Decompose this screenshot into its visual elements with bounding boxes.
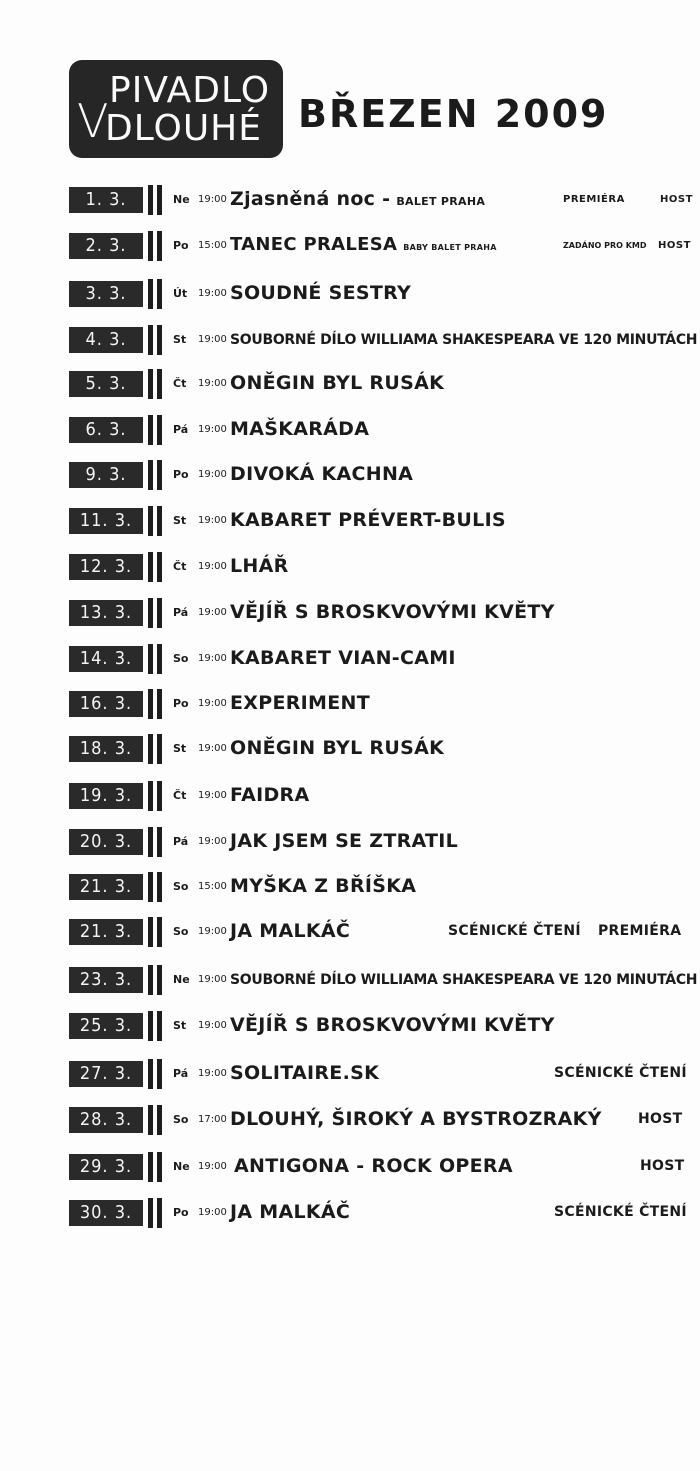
- divider-bars: [147, 827, 165, 857]
- event-day: Po: [173, 1206, 189, 1219]
- event-date: 23. 3.: [69, 967, 143, 993]
- event-row: [69, 646, 694, 672]
- event-date: 12. 3.: [69, 554, 143, 580]
- event-time: 19:00: [198, 653, 227, 664]
- event-row: [69, 919, 694, 945]
- event-day: Pá: [173, 423, 189, 436]
- event-title: SOLITAIRE.SK: [230, 1062, 380, 1084]
- event-date: 19. 3.: [69, 783, 143, 809]
- event-title: JA MALKÁČ: [230, 920, 351, 942]
- event-tag: SCÉNICKÉ ČTENÍ: [448, 923, 581, 939]
- divider-bars: [147, 1105, 165, 1135]
- event-date: 2. 3.: [69, 233, 143, 259]
- event-time: 19:00: [198, 607, 227, 618]
- event-time: 19:00: [198, 974, 227, 985]
- event-date: 16. 3.: [69, 691, 143, 717]
- divider-bars: [147, 279, 165, 309]
- event-title: MAŠKARÁDA: [230, 418, 370, 440]
- event-tag: HOST: [638, 1111, 683, 1127]
- event-row: [69, 967, 698, 993]
- event-time: 19:00: [198, 424, 227, 435]
- event-row: [69, 371, 694, 397]
- event-day: Ne: [173, 973, 190, 986]
- divider-bars: [147, 231, 165, 261]
- event-title-text: TANEC PRALESA: [230, 234, 398, 255]
- event-title: MYŠKA Z BŘÍŠKA: [230, 875, 417, 897]
- event-time: 19:00: [198, 334, 227, 345]
- event-row: [69, 508, 694, 534]
- divider-bars: [147, 598, 165, 628]
- event-title: ONĚGIN BYL RUSÁK: [230, 372, 445, 394]
- event-title: DIVOKÁ KACHNA: [230, 463, 414, 485]
- logo-mark: V: [77, 94, 109, 148]
- divider-bars: [147, 415, 165, 445]
- event-date: 13. 3.: [69, 600, 143, 626]
- event-row: [69, 187, 694, 213]
- event-day: Čt: [173, 789, 187, 802]
- event-day: So: [173, 925, 189, 938]
- event-day: St: [173, 1019, 187, 1032]
- divider-bars: [147, 872, 165, 902]
- event-time: 19:00: [198, 836, 227, 847]
- event-day: Pá: [173, 606, 189, 619]
- event-day: Ne: [173, 1160, 190, 1173]
- divider-bars: [147, 1152, 165, 1182]
- event-tag: PREMIÉRA: [598, 923, 682, 939]
- theatre-logo: [69, 60, 283, 158]
- event-row: [69, 233, 694, 259]
- event-title: [230, 234, 497, 255]
- event-time: 19:00: [198, 515, 227, 526]
- event-row: [69, 1107, 694, 1133]
- event-title: DLOUHÝ, ŠIROKÝ A BYSTROZRAKÝ: [230, 1108, 602, 1130]
- divider-bars: [147, 734, 165, 764]
- event-title: JAK JSEM SE ZTRATIL: [230, 830, 459, 852]
- event-tag: SCÉNICKÉ ČTENÍ: [554, 1204, 687, 1220]
- event-tag: PREMIÉRA: [563, 194, 625, 205]
- event-row: [69, 829, 694, 855]
- event-row: [69, 1154, 694, 1180]
- event-day: Pá: [173, 1067, 189, 1080]
- divider-bars: [147, 1059, 165, 1089]
- divider-bars: [147, 965, 165, 995]
- divider-bars: [147, 1198, 165, 1228]
- divider-bars: [147, 460, 165, 490]
- event-title: SOUBORNÉ DÍLO WILLIAMA SHAKESPEARA VE 120 MINUTÁCH: [230, 332, 698, 348]
- event-date: 14. 3.: [69, 646, 143, 672]
- event-time: 19:00: [198, 1161, 227, 1172]
- event-row: [69, 281, 694, 307]
- event-date: 20. 3.: [69, 829, 143, 855]
- month-title: BŘEZEN 2009: [298, 92, 609, 136]
- event-time: 17:00: [198, 1114, 227, 1125]
- event-date: 1. 3.: [69, 187, 143, 213]
- event-day: Út: [173, 287, 188, 300]
- divider-bars: [147, 917, 165, 947]
- divider-bars: [147, 185, 165, 215]
- event-date: 25. 3.: [69, 1013, 143, 1039]
- event-row: [69, 554, 694, 580]
- divider-bars: [147, 781, 165, 811]
- event-day: So: [173, 652, 189, 665]
- event-tag: HOST: [660, 194, 693, 205]
- event-row: [69, 600, 694, 626]
- event-title: KABARET VIAN-CAMI: [230, 647, 456, 669]
- event-time: 19:00: [198, 790, 227, 801]
- event-row: [69, 327, 698, 353]
- event-time: 19:00: [198, 1207, 227, 1218]
- event-day: So: [173, 880, 189, 893]
- event-row: [69, 1061, 694, 1087]
- event-date: 5. 3.: [69, 371, 143, 397]
- event-date: 11. 3.: [69, 508, 143, 534]
- event-time: 19:00: [198, 288, 227, 299]
- event-date: 27. 3.: [69, 1061, 143, 1087]
- event-day: Ne: [173, 193, 190, 206]
- logo-line-2: DLOUHÉ: [105, 108, 262, 149]
- divider-bars: [147, 1011, 165, 1041]
- logo-line-1: PIVADLO: [109, 70, 271, 111]
- event-time: 19:00: [198, 1020, 227, 1031]
- event-company: BALET PRAHA: [396, 195, 486, 208]
- divider-bars: [147, 552, 165, 582]
- divider-bars: [147, 644, 165, 674]
- event-title: SOUDNÉ SESTRY: [230, 282, 412, 304]
- divider-bars: [147, 325, 165, 355]
- event-date: 21. 3.: [69, 919, 143, 945]
- event-row: [69, 783, 694, 809]
- event-day: Po: [173, 468, 189, 481]
- event-day: So: [173, 1113, 189, 1126]
- event-day: Pá: [173, 835, 189, 848]
- event-date: 30. 3.: [69, 1200, 143, 1226]
- event-tag: ZADÁNO PRO KMD: [563, 241, 647, 250]
- event-row: [69, 462, 694, 488]
- event-title: EXPERIMENT: [230, 692, 370, 714]
- event-date: 29. 3.: [69, 1154, 143, 1180]
- event-date: 9. 3.: [69, 462, 143, 488]
- event-title: SOUBORNÉ DÍLO WILLIAMA SHAKESPEARA VE 120 MINUTÁCH: [230, 972, 698, 988]
- event-time: 15:00: [198, 881, 227, 892]
- event-tag: HOST: [658, 240, 691, 251]
- event-title: JA MALKÁČ: [230, 1201, 351, 1223]
- event-title: FAIDRA: [230, 784, 310, 806]
- event-time: 19:00: [198, 378, 227, 389]
- event-title-text: Zjasněná noc -: [230, 188, 391, 210]
- event-date: 21. 3.: [69, 874, 143, 900]
- event-date: 4. 3.: [69, 327, 143, 353]
- event-row: [69, 736, 694, 762]
- event-title: VĚJÍŘ S BROSKVOVÝMI KVĚTY: [230, 1014, 555, 1036]
- event-row: [69, 691, 694, 717]
- event-time: 19:00: [198, 698, 227, 709]
- event-time: 19:00: [198, 469, 227, 480]
- event-time: 19:00: [198, 561, 227, 572]
- event-row: [69, 1013, 694, 1039]
- event-row: [69, 1200, 694, 1226]
- event-time: 15:00: [198, 240, 227, 251]
- event-row: [69, 874, 694, 900]
- event-company: BABY BALET PRAHA: [403, 243, 497, 252]
- event-time: 19:00: [198, 926, 227, 937]
- event-date: 18. 3.: [69, 736, 143, 762]
- event-tag: SCÉNICKÉ ČTENÍ: [554, 1065, 687, 1081]
- divider-bars: [147, 506, 165, 536]
- event-day: Po: [173, 239, 189, 252]
- event-day: Čt: [173, 377, 187, 390]
- event-date: 3. 3.: [69, 281, 143, 307]
- event-day: Po: [173, 697, 189, 710]
- event-time: 19:00: [198, 1068, 227, 1079]
- event-time: 19:00: [198, 743, 227, 754]
- event-title: ANTIGONA - ROCK OPERA: [234, 1155, 513, 1177]
- event-date: 28. 3.: [69, 1107, 143, 1133]
- event-day: St: [173, 514, 187, 527]
- event-title: ONĚGIN BYL RUSÁK: [230, 737, 445, 759]
- event-tag: HOST: [640, 1158, 685, 1174]
- event-day: Čt: [173, 560, 187, 573]
- event-title: [230, 188, 485, 210]
- divider-bars: [147, 689, 165, 719]
- event-title: KABARET PRÉVERT-BULIS: [230, 509, 506, 531]
- event-day: St: [173, 742, 187, 755]
- event-time: 19:00: [198, 194, 227, 205]
- event-title: VĚJÍŘ S BROSKVOVÝMI KVĚTY: [230, 601, 555, 623]
- event-date: 6. 3.: [69, 417, 143, 443]
- event-day: St: [173, 333, 187, 346]
- divider-bars: [147, 369, 165, 399]
- event-row: [69, 417, 694, 443]
- event-title: LHÁŘ: [230, 555, 289, 577]
